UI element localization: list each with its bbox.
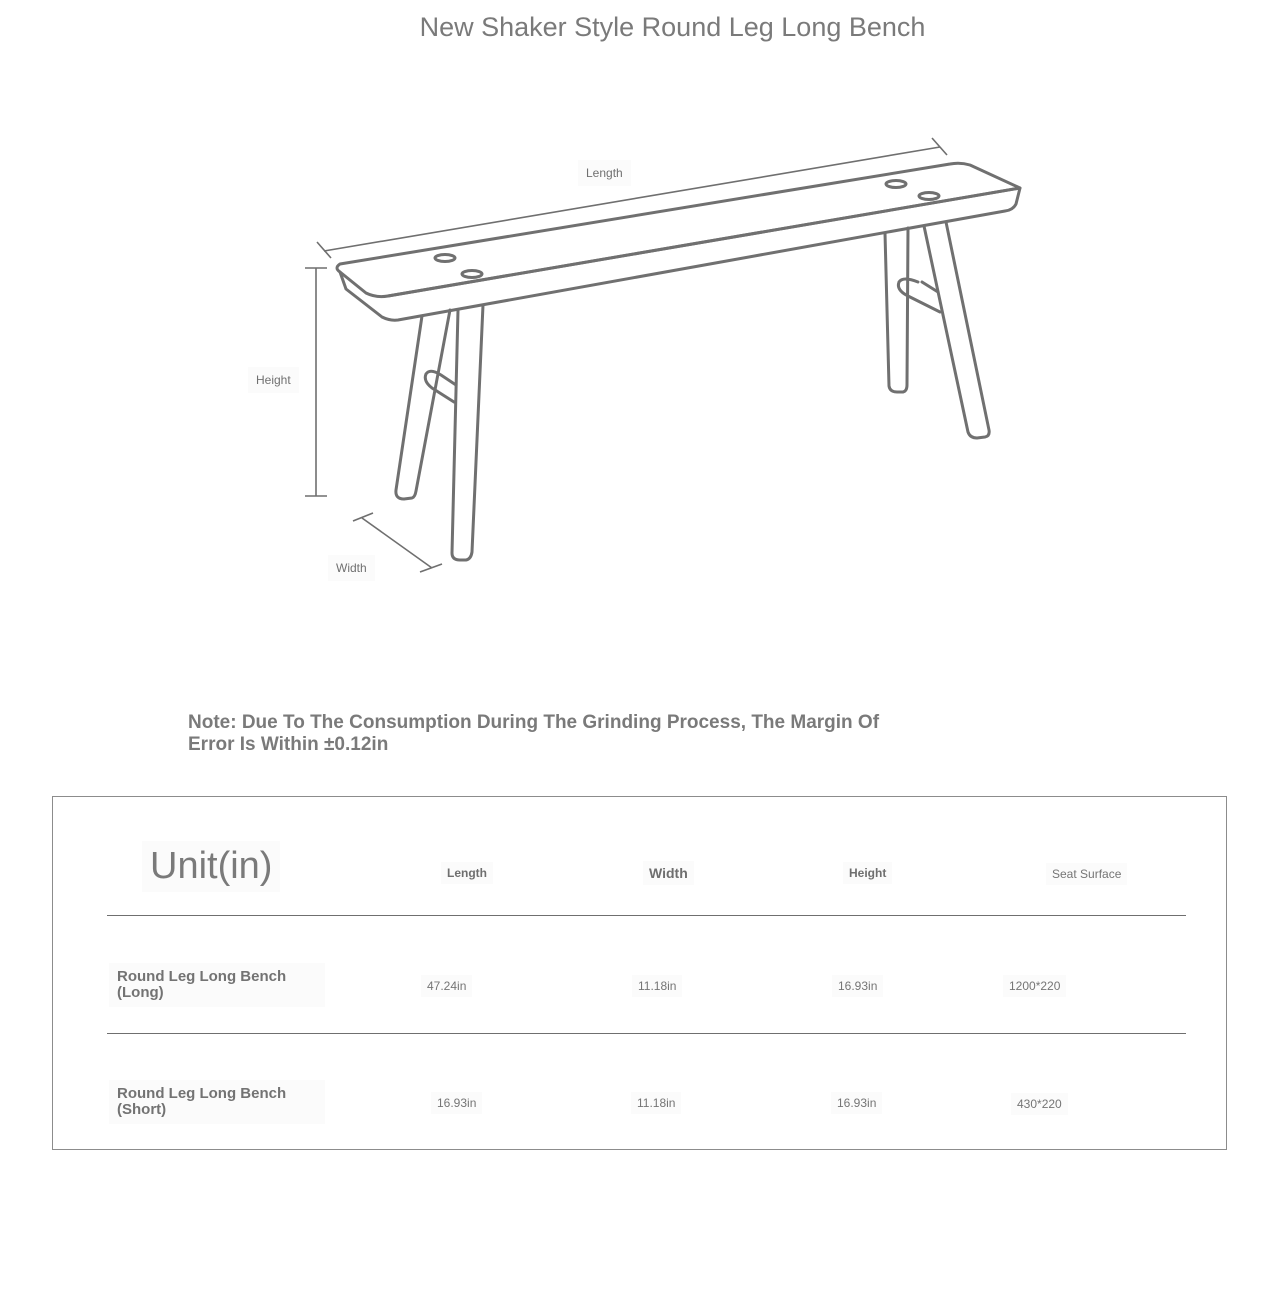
row-2-width: 11.18in: [631, 1092, 681, 1114]
bench-leg-right-front: [924, 222, 989, 438]
header-width: Width: [643, 861, 694, 885]
bench-stretcher-right: [898, 279, 940, 312]
length-dimension-line: [324, 147, 940, 251]
header-length: Length: [441, 862, 493, 884]
bench-seat-top: [337, 163, 1020, 296]
row-1-length: 47.24in: [421, 975, 472, 997]
bench-leg-left-back: [396, 310, 450, 499]
row-2-length: 16.93in: [431, 1092, 482, 1114]
row-1-seat: 1200*220: [1003, 975, 1066, 997]
bench-leg-right-back: [885, 228, 908, 392]
length-label: Length: [578, 160, 631, 186]
header-seat-surface: Seat Surface: [1046, 863, 1127, 885]
bench-leg-left-front: [452, 305, 483, 560]
row-2-height: 16.93in: [831, 1092, 882, 1114]
header-height: Height: [843, 862, 892, 884]
height-label: Height: [248, 367, 299, 393]
table-divider: [107, 1033, 1186, 1034]
row-2-name: Round Leg Long Bench (Short): [109, 1080, 325, 1124]
width-label: Width: [328, 555, 375, 581]
table-divider: [107, 915, 1186, 916]
size-table: [52, 796, 1227, 1150]
page-title: New Shaker Style Round Leg Long Bench: [419, 12, 926, 42]
row-1-name: Round Leg Long Bench (Long): [109, 963, 325, 1007]
row-2-seat: 430*220: [1011, 1093, 1068, 1115]
bench-stretcher-left: [425, 371, 456, 402]
unit-label: Unit(in): [142, 841, 280, 892]
row-1-height: 16.93in: [832, 975, 883, 997]
row-1-width: 11.18in: [632, 975, 682, 997]
tolerance-note: Note: Due To The Consumption During The Grinding Process, The Margin Of Error Is Within ±0.12in: [188, 712, 880, 755]
